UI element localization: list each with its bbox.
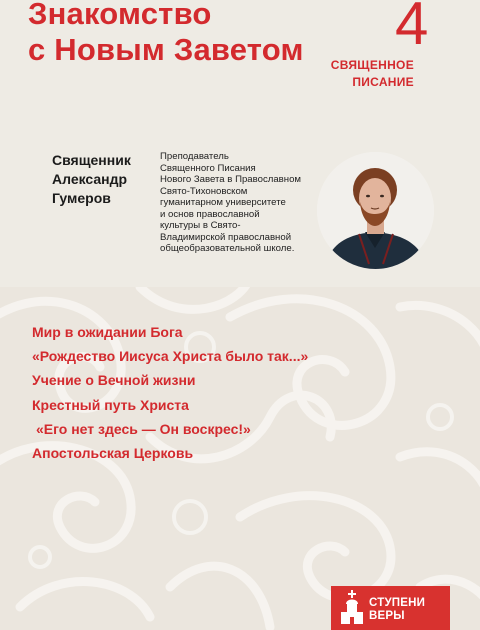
book-title-line-1: Знакомство	[28, 0, 212, 31]
author-portrait	[317, 152, 434, 269]
author-line-3: Гумеров	[52, 190, 111, 206]
publisher-line-1: СТУПЕНИ	[369, 597, 426, 609]
church-icon	[337, 590, 367, 626]
book-title	[28, 0, 304, 68]
contents-item: «Его нет здесь — Он воскрес!»	[36, 420, 251, 437]
contents-item: Учение о Вечной жизни	[32, 372, 196, 389]
bio-line: Священного Писания	[160, 162, 256, 174]
series-line-1: СВЯЩЕННОЕ	[330, 58, 414, 72]
publisher-line-2: ВЕРЫ	[369, 610, 405, 622]
bio-line: и основ православной	[160, 208, 260, 220]
bio-line: Свято-Тихоновском	[160, 185, 248, 197]
bio-line: Нового Завета в Православном	[160, 174, 302, 185]
book-title-line-2: с Новым Заветом	[28, 32, 304, 67]
bio-line: Преподаватель	[160, 151, 229, 162]
contents-item: Мир в ожидании Бога	[32, 324, 183, 340]
bio-line: гуманитарном университете	[160, 197, 286, 208]
author-line-2: Александр	[52, 171, 128, 187]
contents-list	[32, 320, 308, 465]
bio-line: общеобразовательной школе.	[160, 243, 295, 254]
publisher-logo	[331, 586, 450, 630]
contents-item: Апостольская Церковь	[32, 445, 194, 462]
publisher-name	[369, 597, 425, 623]
author-name	[52, 151, 131, 208]
volume-number: 4	[395, 0, 429, 57]
contents-item: Крестный путь Христа	[32, 396, 189, 413]
bio-line: Владимирской православной	[160, 231, 292, 243]
author-bio	[160, 151, 320, 255]
contents-item: «Рождество Иисуса Христа было так...»	[32, 348, 309, 365]
author-line-1: Священник	[52, 152, 131, 168]
portrait-illustration	[317, 152, 434, 269]
series-line-2: ПИСАНИЕ	[352, 75, 414, 89]
series-label	[331, 57, 414, 91]
bio-line: культуры в Свято-	[160, 220, 241, 231]
